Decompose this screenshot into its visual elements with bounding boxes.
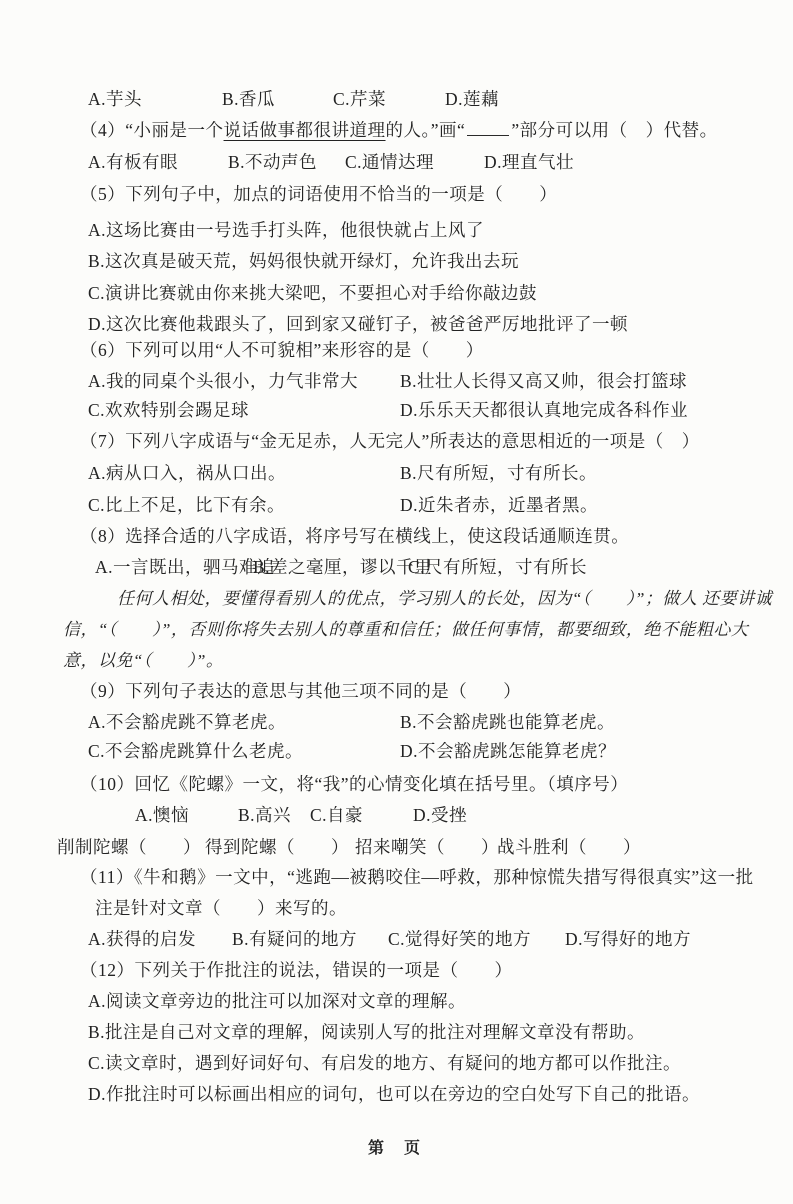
q6-option-c xyxy=(88,399,249,421)
text-run: C.不会豁虎跳算什么老虎。 xyxy=(88,741,304,761)
text-run: （10）回忆《陀螺》一文，将“我”的心情变化填在括号里。（填序号） xyxy=(80,774,629,794)
text-run: A.病从口入，祸从口出。 xyxy=(88,463,287,483)
text-run: ，他很快就 xyxy=(322,220,413,240)
q11-option-a xyxy=(88,928,196,950)
q8-option-b xyxy=(253,556,432,578)
text-run: D.不会豁虎跳怎能算老虎？ xyxy=(400,741,617,761)
text-run: 招来嘲笑（ ） xyxy=(355,837,499,857)
q5-option-c xyxy=(88,282,537,304)
text-run: B.香瓜 xyxy=(222,89,276,109)
q8-passage-line-3 xyxy=(63,650,223,672)
prev-option-c xyxy=(333,88,386,110)
text-run: A.懊恼 xyxy=(135,805,190,825)
text-run: 战斗胜利（ ） xyxy=(497,837,641,857)
text-run: 得到陀螺（ ） xyxy=(205,837,349,857)
text-run: B.这次真是 xyxy=(88,251,178,271)
text-run: B.批注是自己对文章的理解，阅读别人写的批注对理解文章没有帮助。 xyxy=(88,1022,646,1042)
text-run: B.有疑问的地方 xyxy=(232,929,358,949)
q9-option-c xyxy=(88,740,303,762)
text-run: D.乐乐天天都很认真地完成各科作业 xyxy=(400,400,689,420)
q7-option-c xyxy=(88,494,285,516)
q11-stem-line-2 xyxy=(95,897,347,919)
text-run: B.差之毫厘，谬以千里 xyxy=(253,557,433,577)
q11-option-c xyxy=(388,928,531,950)
text-run: 注是针对文章（ ）来写的。 xyxy=(95,898,347,918)
emphasis-dotted-word: 开绿灯 xyxy=(339,251,394,271)
text-run: D.莲藕 xyxy=(445,89,500,109)
q10-stem xyxy=(80,773,628,795)
text-run: 了，回到家又 xyxy=(250,314,359,334)
text-run: （5）下列句子中，加点的词语使用不恰当的一项是（ ） xyxy=(80,184,558,204)
q4-option-b xyxy=(228,151,317,173)
text-run: B.高兴 xyxy=(238,805,292,825)
q10-option-b xyxy=(238,804,291,826)
q9-option-b xyxy=(400,711,615,733)
q10-option-a xyxy=(135,804,189,826)
q9-option-a xyxy=(88,711,286,733)
prev-option-d xyxy=(445,88,499,110)
text-run: A.有板有眼 xyxy=(88,152,179,172)
text-run: A.一言既出，驷马难追 xyxy=(95,557,276,577)
fill-in-blank-line xyxy=(467,121,509,136)
text-run: 削制陀螺（ ） xyxy=(57,837,201,857)
q5-option-d xyxy=(88,313,628,335)
emphasis-dotted-word: 打头阵 xyxy=(268,220,323,240)
text-run: 信，“（ ）”，否则你将失去别人的尊重和信任；做任何事情，都要细致，绝不能粗心大 xyxy=(63,620,749,639)
q8-option-a xyxy=(95,556,275,578)
q11-option-d xyxy=(565,928,691,950)
text-run: D.这次比赛他 xyxy=(88,314,197,334)
q8-stem xyxy=(80,525,629,547)
text-run: A.芋头 xyxy=(88,89,143,109)
text-run: A.这场比赛由一号选手 xyxy=(88,220,269,240)
text-run: （9）下列句子表达的意思与其他三项不同的是（ ） xyxy=(80,681,522,701)
text-run: D.受挫 xyxy=(413,805,468,825)
text-run: 的人。”画“ xyxy=(385,120,466,140)
text-run: A.不会豁虎跳不算老虎。 xyxy=(88,712,287,732)
q8-option-c xyxy=(408,556,587,578)
q6-option-b xyxy=(400,370,687,392)
text-run: C.芹菜 xyxy=(333,89,387,109)
text-run: B.壮壮人长得又高又帅，很会打篮球 xyxy=(400,371,688,391)
text-run: C.通情达理 xyxy=(345,152,435,172)
text-run: C.比上不足，比下有余。 xyxy=(88,495,286,515)
text-run: （11）《牛和鹅》一文中，“逃跑—被鹅咬住—呼救，那种惊慌失措写得很真实”这一批 xyxy=(80,867,754,887)
text-run: 了 xyxy=(466,220,485,240)
q10-blank-1 xyxy=(57,836,201,858)
text-run: A.获得的启发 xyxy=(88,929,197,949)
q4-option-c xyxy=(345,151,434,173)
prev-option-a xyxy=(88,88,142,110)
text-run: C.自豪 xyxy=(310,805,364,825)
text-run: ，妈妈很快就 xyxy=(231,251,340,271)
text-run: A.阅读文章旁边的批注可以加深对文章的理解。 xyxy=(88,991,467,1011)
q10-blank-3 xyxy=(355,836,499,858)
q11-option-b xyxy=(232,928,357,950)
q10-blank-4 xyxy=(497,836,641,858)
q8-passage-line-2 xyxy=(63,619,748,641)
emphasis-dotted-word: 占上风 xyxy=(412,220,467,240)
underlined-phrase: 说话做事都很讲道理 xyxy=(223,120,386,140)
q12-stem xyxy=(80,959,513,981)
text-run: ，被爸爸严厉地批评了一顿 xyxy=(412,314,629,334)
q5-option-b xyxy=(88,250,519,272)
q12-option-a xyxy=(88,990,466,1012)
q8-passage-line-1 xyxy=(117,588,772,610)
text-run: B.尺有所短，寸有所长。 xyxy=(400,463,598,483)
q12-option-d xyxy=(88,1083,700,1105)
q6-option-d xyxy=(400,399,688,421)
text-run: C.尺有所短，寸有所长 xyxy=(408,557,588,577)
q10-blank-2 xyxy=(205,836,349,858)
q4-stem xyxy=(80,119,718,141)
emphasis-dotted-word: 栽跟头 xyxy=(196,314,251,334)
q5-option-a xyxy=(88,219,484,241)
q6-stem xyxy=(80,339,484,361)
q7-stem xyxy=(80,430,700,452)
q7-option-d xyxy=(400,494,598,516)
q9-stem xyxy=(80,680,521,702)
q7-option-a xyxy=(88,462,286,484)
text-run: A.我的同桌个头很小，力气非常大 xyxy=(88,371,359,391)
text-run: （4）“小丽是一个 xyxy=(80,120,224,140)
text-run: （8）选择合适的八字成语，将序号写在横线上，使这段话通顺连贯。 xyxy=(80,526,630,546)
text-run: （7）下列八字成语与“金无足赤，人无完人”所表达的意思相近的一项是（ ） xyxy=(80,431,700,451)
q4-option-d xyxy=(484,151,574,173)
q4-option-a xyxy=(88,151,178,173)
prev-option-b xyxy=(222,88,275,110)
text-run: B.不会豁虎跳也能算老虎。 xyxy=(400,712,616,732)
q9-option-d xyxy=(400,740,616,762)
text-run: B.不动声色 xyxy=(228,152,318,172)
text-run: C.觉得好笑的地方 xyxy=(388,929,532,949)
page-footer xyxy=(368,1138,422,1160)
q12-option-b xyxy=(88,1021,645,1043)
text-run: （6）下列可以用“人不可貌相”来形容的是（ ） xyxy=(80,340,484,360)
text-run: 意，以免“（ ）”。 xyxy=(63,651,224,670)
emphasis-dotted-word: 碰钉子 xyxy=(358,314,413,334)
q12-option-c xyxy=(88,1052,681,1074)
text-run: ”部分可以用（ ）代替。 xyxy=(511,120,718,140)
text-run: D.写得好的地方 xyxy=(565,929,692,949)
q10-option-d xyxy=(413,804,467,826)
emphasis-dotted-word: 敲边鼓 xyxy=(483,283,538,303)
text-run: 任何人相处，要懂得看别人的优点，学习别人的长处，因为“（ ）”；做人 还要讲诚 xyxy=(117,589,773,608)
emphasis-dotted-word: 破天荒 xyxy=(177,251,232,271)
text-run: C.欢欢特别会踢足球 xyxy=(88,400,250,420)
text-run: D.理直气壮 xyxy=(484,152,575,172)
text-run: （12）下列关于作批注的说法，错误的一项是（ ） xyxy=(80,960,513,980)
text-run: D.作批注时可以标画出相应的词句，也可以在旁边的空白处写下自己的批语。 xyxy=(88,1084,701,1104)
text-run: C.演讲比赛就由你来 xyxy=(88,283,250,303)
q6-option-a xyxy=(88,370,358,392)
q7-option-b xyxy=(400,462,597,484)
emphasis-dotted-word: 挑大梁 xyxy=(249,283,304,303)
text-run: 吧，不要担心对手给你 xyxy=(303,283,484,303)
text-run: 第 页 xyxy=(368,1140,423,1157)
q11-stem-line-1 xyxy=(80,866,754,888)
text-run: D.近朱者赤，近墨者黑。 xyxy=(400,495,599,515)
text-run: C.读文章时，遇到好词好句、有启发的地方、有疑问的地方都可以作批注。 xyxy=(88,1053,682,1073)
q5-stem xyxy=(80,183,557,205)
text-run: ，允许我出去玩 xyxy=(393,251,520,271)
q10-option-c xyxy=(310,804,363,826)
